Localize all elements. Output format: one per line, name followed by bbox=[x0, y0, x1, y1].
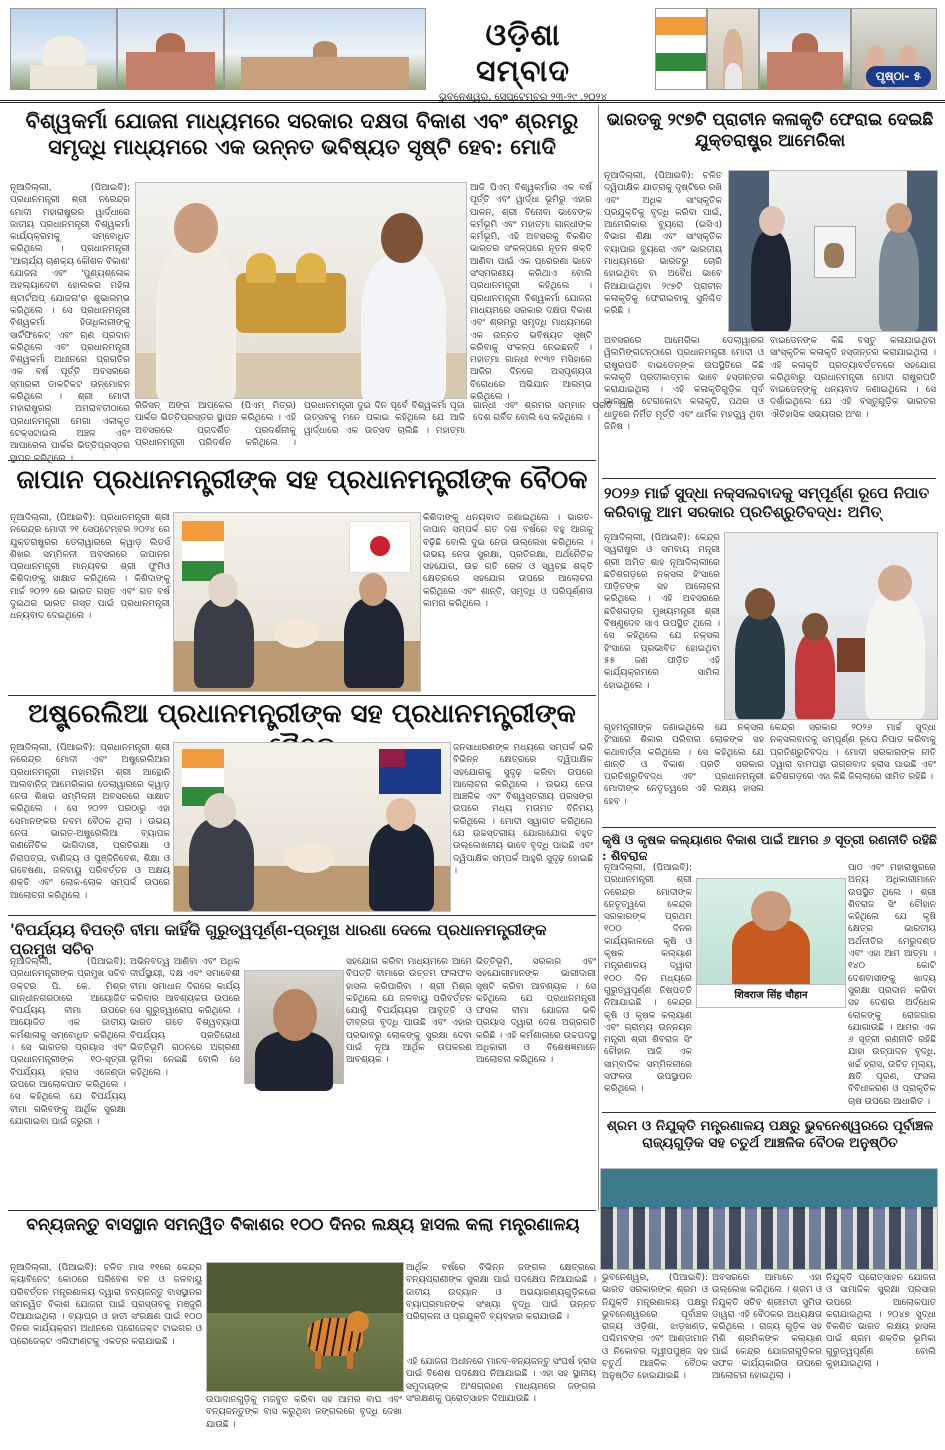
article-japan-col2: କିଶିଦାଙ୍କୁ ଧନ୍ୟବାଦ ଜଣାଇଥିଲେ । ଭାରତ-ଜାପାନ ସମ୍ପର୍କ ଗତ ଦଶ ବର୍ଷରେ ବହୁ ଆଗକୁ ବଢ଼ିଛି ବୋଲି ଦୁଇ ନେତା ଉଲ୍ଲେଖ କରିଥିଲେ । ଉଭୟ ନେତା ସୁରକ୍ଷା, ପ୍ରତିରକ୍ଷା, ଅର୍ଥନୈତିକ ସହଯୋଗ, ଉଚ୍ଚ ଗତି ରେଳ ଓ ସ୍ୱଚ୍ଛ ଶକ୍ତି କ୍ଷେତ୍ରରେ ସହଯୋଗ ଉପରେ ଆଲୋଚନା କରିଥିଲେ ଏବଂ ଶାନ୍ତି, ସମୃଦ୍ଧି ଓ ପରିପୂର୍ଣ୍ଣତା କାମନା କରିଥିଲେ । bbox=[423, 513, 593, 610]
article-naxal-col1: ନୂଆଦିଲ୍ଲୀ, (ପିଆଇବି): କେନ୍ଦ୍ର ସ୍ୱରାଷ୍ଟ୍ର ଓ ସମବାୟ ମନ୍ତ୍ରୀ ଶ୍ରୀ ଅମିତ ଶାହ ନୂଆଦିଲ୍ଲୀରେ ଛତିଶଗଡ଼ରେ ନକ୍ସଲ ହିଂସାରେ ପୀଡ଼ିତଙ୍କ ସହ ଆଲୋଚନା କରିଥିଲେ । ଏହି ଅବସରରେ ଛତିଶଗଡ଼ର ମୁଖ୍ୟମନ୍ତ୍ରୀ ଶ୍ରୀ ବିଷ୍ଣୁଦେବ ସାଏ ଉପସ୍ଥିତ ଥିଲେ । ସେ କହିଥିଲେ ଯେ ନକ୍ସଲ ହିଂସାରେ ପ୍ରଭାବିତ ହୋଇଥିବା ୫୫ ଜଣ ପୀଡ଼ିତ ଏହି କାର୍ଯ୍ୟକ୍ରମରେ ସାମିଲ ହୋଇଥିଲେ । bbox=[604, 533, 720, 691]
article-labour-col2: ଅବସରରେ ଆମାନେ ଏହା ଉଲ୍ଲେଖ କରିଥିଲେ । ଶ୍ରମ ଓ ନିଯୁକ୍ତି ସଚିବ ଶ୍ରୀମତୀ ସୁମିତା ଡାୱରା ଏହି ବୈଠକର ଅଧ୍ୟକ୍ଷତା କରିଥିଲେ । ରାଜ୍ୟ ଗୁଡ଼ିକ ସହ ମିଶି ଶ୍ରମିକଙ୍କ କଲ୍ୟାଣ ପାଇଁ କେନ୍ଦ୍ର ଯୋଜନାଗୁଡ଼ିକର ସଫଳ କାର୍ଯ୍ୟକାରିତା ଉପରେ ଆଲୋଚନା ହୋଇଥିଲା । bbox=[712, 1273, 822, 1382]
headline-agriculture: କୃଷି ଓ କୃଷକ କଲ୍ୟାଣର ବିକାଶ ପାଇଁ ଆମର ୬ ସୂତ୍ରୀ ରଣନୀତି ରହିଛି : ଶିବରାଜ bbox=[602, 832, 937, 863]
newspaper-logo bbox=[438, 18, 608, 103]
article-vishwakarma-col1: ନୂଆଦିଲ୍ଲୀ, (ପିଆଇବି): ପ୍ରଧାନମନ୍ତ୍ରୀ ଶ୍ରୀ ନରେନ୍ଦ୍ର ମୋଦୀ ମହାରାଷ୍ଟ୍ରର ୱାର୍ଦ୍ଧାରେ ଜାତୀୟ ପ୍ରଧାନମନ୍ତ୍ରୀ ବିଶ୍ୱକର୍ମା କାର୍ଯ୍ୟକ୍ରମକୁ ସମ୍ବୋଧିତ କରିଥିଲେ । ପ୍ରଧାନମନ୍ତ୍ରୀ 'ଆଚାର୍ଯ୍ୟ ଚାଣକ୍ୟ କୌଶଳ ବିକାଶ' ଯୋଜନା ଏବଂ 'ପୁଣ୍ୟଶ୍ଳୋକ ଅହଲ୍ୟାଦେବୀ ହୋଲକର ମହିଳା ଷ୍ଟାର୍ଟଅପ୍ ଯୋଜନା'ର ଶୁଭାରମ୍ଭ କରିଥିଲେ । ସେ ପ୍ରଧାନମନ୍ତ୍ରୀ ବିଶ୍ୱକର୍ମା ହିତାଧିକାରୀଙ୍କୁ ସାର୍ଟିଫିକେଟ୍ ଏବଂ ଋଣ ପ୍ରଦାନ କରିଥିଲେ ଏବଂ ପ୍ରଧାନମନ୍ତ୍ରୀ ବିଶ୍ୱକର୍ମା ଅଧୀନରେ ପ୍ରଗତିର ଏକ ବର୍ଷ ପୂର୍ତ୍ତି ଅବସରରେ ସ୍ମାରକୀ ଡାକଟିକଟ ଉନ୍ମୋଚନ କରିଥିଲେ । ଶ୍ରୀ ମୋଦୀ ମହାରାଷ୍ଟ୍ରର ଅମରାବତୀଠାରେ ପ୍ରଧାନମନ୍ତ୍ରୀ ମେଗା ଏକୀକୃତ ଟେକ୍ସଟାଇଲ ଅଞ୍ଚଳ ଏବଂ ଆପାରେଲ ପାର୍କର ଭିତ୍ତିପ୍ରସ୍ତର ସ୍ଥାପନ କରିଥିଲେ । bbox=[10, 183, 130, 464]
masthead-photo-supreme-court-2 bbox=[759, 8, 851, 90]
photo-modi-albanese-meeting bbox=[173, 742, 451, 912]
article-insurance-col4: ଭିତ୍ତିଭୂମି, ସରକାର ଏବଂ ସହଯୋଗୀମାନଙ୍କ ଭାଗୀଦାରୀ ସୃଷ୍ଟି କରିବା ଆବଶ୍ୟକ । ସେ କହିଥିଲେ ଯେ ପ୍ରଧାନମନ୍ତ୍ରୀ ଫସଲ ବୀମା ଯୋଜନା ଭଳି ପ୍ରୟାସ ଦ୍ୱାରା ଦେଶ ଅଗ୍ରଗତି କରିଛି । ଏହି କର୍ମଶାଳାରେ ଉଚ୍ଚପଦସ୍ଥ ଅଧିକାରୀ ଓ ବିଶେଷଜ୍ଞମାନେ ଆଲୋଚନା କରିଥିଲେ । bbox=[476, 957, 596, 1066]
article-naxal-col2: ଗୃହମନ୍ତ୍ରୀଙ୍କ ଜଣାଇଥିଲେ ଯେ ନକ୍ସଲ ହିଂସାରେ ଶିକାର ପରିବାର ଲୋକଙ୍କ ସହ କଥାବାର୍ତ୍ତା କରିଥିଲେ । ସେ କହିଥିଲେ ଯେ ଶାନ୍ତି ଓ ବିକାଶ ପ୍ରତି ସରକାର ପ୍ରତିଶ୍ରୁତିବଦ୍ଧ ଏବଂ ପ୍ରଧାନମନ୍ତ୍ରୀ ମୋଦୀଙ୍କ ନେତୃତ୍ୱରେ ଏହି ଲକ୍ଷ୍ୟ ହାସଲ ହେବ । bbox=[604, 723, 764, 807]
article-japan-col1: ନୂଆଦିଲ୍ଲୀ, (ପିଆଇବି): ପ୍ରଧାନମନ୍ତ୍ରୀ ଶ୍ରୀ ନରେନ୍ଦ୍ର ମୋଦୀ ୨୧ ସେପ୍ଟେମ୍ବର ୨୦୨୪ ରେ ଯୁକ୍ତରାଷ୍ଟ୍ରର ଡେଲାୱାରରେ କ୍ୱାଡ଼ ଲିଡର୍ସ ଶିଖର ସମ୍ମିଳନୀ ଅବସରରେ ଜାପାନର ପ୍ରଧାନମନ୍ତ୍ରୀ ମାନ୍ୟବର ଶ୍ରୀ ଫୁମିଓ କିଶିଦାଙ୍କୁ ସାକ୍ଷାତ କରିଥିଲେ । କିଶିଦାଙ୍କୁ ମାର୍ଚ୍ଚ ୨୦୨୨ ରେ ଭାରତ ଗସ୍ତ ଏବଂ ଗତ ବର୍ଷ ଦୁଇଥର ଭାରତ ଗସ୍ତ ପାଇଁ ପ୍ରଧାନମନ୍ତ୍ରୀ ଧନ୍ୟବାଦ ଦେଇଥିଲେ । bbox=[10, 513, 170, 622]
masthead-photo-prime-minister bbox=[707, 8, 759, 90]
newspaper-title: ଓଡ଼ିଶା ସମ୍ବାଦ bbox=[476, 18, 570, 89]
article-wildlife-col3: ଏହି ଯୋଜନା ଅଧୀନରେ ମାନବ-ବନ୍ୟଜନ୍ତୁ ସଂଘର୍ଷ ହ୍ରାସ ପାଇଁ ବିଶେଷ ପଦକ୍ଷେପ ନିଆଯାଇଛି । ଏହା ସହ ସ୍ଥାନୀୟ ସମୁଦାୟଙ୍କ ଅଂଶଗ୍ରହଣ ମାଧ୍ୟମରେ ଜଙ୍ଗଲ ସଂରକ୍ଷଣକୁ ପ୍ରୋତ୍ସାହନ ଦିଆଯାଉଛି । bbox=[406, 1357, 596, 1404]
article-wildlife-col2: ଆର୍ଥିକ ବର୍ଷରେ ବିଭିନ୍ନ ଜଙ୍ଗଲ କ୍ଷେତ୍ରରେ ବନ୍ୟପ୍ରାଣୀଙ୍କ ସୁରକ୍ଷା ପାଇଁ ପଦକ୍ଷେପ ନିଆଯାଇଛି । ଜାତୀୟ ଉଦ୍ୟାନ ଓ ଅଭୟାରଣ୍ୟଗୁଡ଼ିକରେ ବ୍ୟାଘ୍ରମାନଙ୍କ ସଂଖ୍ୟା ବୃଦ୍ଧି ପାଇଁ ଉନ୍ନତ ପରିଚାଳନା ଓ ପ୍ରଯୁକ୍ତି ବ୍ୟବହାର କରାଯାଉଛି । bbox=[406, 1263, 596, 1323]
article-australia-col1: ନୂଆଦିଲ୍ଲୀ, (ପିଆଇବି): ପ୍ରଧାନମନ୍ତ୍ରୀ ଶ୍ରୀ ନରେନ୍ଦ୍ର ମୋଦୀ ଏବଂ ଅଷ୍ଟ୍ରେଲିଆର ପ୍ରଧାନମନ୍ତ୍ରୀ ମହାମହିମ ଶ୍ରୀ ଆନ୍ଥୋନି ଆଲବାନିଜ୍ ଆମେରିକାର ଡେଲାୱାରରେ କ୍ୱାଡ଼ ନେତା ଶିଖର ସମ୍ମିଳନୀ ଅବସରରେ ସାକ୍ଷାତ କରିଥିଲେ । ସେ ୨୦୨୨ ପରଠାରୁ ଏହା ସେମାନଙ୍କର ନବମ ବୈଠକ ଥିଲା । ଉଭୟ ନେତା ଭାରତ-ଅଷ୍ଟ୍ରେଲିଆ ବ୍ୟାପକ ରଣନୈତିକ ଭାଗିଦାରୀ, ପ୍ରତିରକ୍ଷା ଓ ନିରାପତ୍ତା, ବାଣିଜ୍ୟ ଓ ପୁଞ୍ଜିନିବେଶ, ଶିକ୍ଷା ଓ ଗବେଷଣା, ଜଳବାୟୁ ପରିବର୍ତ୍ତନ ଓ ଅକ୍ଷୟ ଶକ୍ତି ଏବଂ ଲୋକ-ଲୋକ ସମ୍ପର୍କ ଉପରେ ଆଲୋଚନା କରିଥିଲେ । bbox=[10, 743, 170, 901]
article-wildlife-caption: ଉପାଦାନଗୁଡ଼ିକୁ ମଜବୁତ କରିବା ସହ ଆମର ବାଘ ଏବଂ ବନ୍ୟଜନ୍ତୁଙ୍କ ବାସ କରୁଥିବା ଜଙ୍ଗଲରେ ବୃଦ୍ଧି ଦେଖା ଯାଉଛି । bbox=[206, 1395, 402, 1430]
article-antiquities-col3: ବାଇଡେନଙ୍କ କିଛି ବସ୍ତୁ କଳାଯାଇଥିବା ସାଂସ୍କୃତିକ କଳାକୃତି ହସ୍ତାନ୍ତର କରାଯାଇଥିଲା । ଏହି କଳାକୃତି ପ୍ରତ୍ୟାବର୍ତ୍ତନରେ ସହଯୋଗ କରିଥିବାରୁ ପ୍ରଧାନମନ୍ତ୍ରୀ ମୋଦୀ ରାଷ୍ଟ୍ରପତି ବାଇଡେନ୍‌ଙ୍କୁ ଧନ୍ୟବାଦ ଜଣାଇଥିଲେ । ସେ ଦର୍ଶାଇଥିଲେ ଯେ ଏହି ବସ୍ତୁଗୁଡ଼ିକ ଭାରତର ଐତିହାସିକ ସଭ୍ୟତାର ଅଂଶ । bbox=[770, 336, 936, 420]
photo-modi-biden-artifacts bbox=[728, 170, 938, 332]
masthead bbox=[0, 0, 945, 103]
article-labour-col3: ନିଯୁକ୍ତି ପ୍ରୋତ୍ସାହନ ଯୋଜନା ଓ ସାମାଜିକ ସୁରକ୍ଷା ପ୍ରସାର ଉପରେ ଆଲୋକପାତ କରାଯାଇଥିଲା । ୨୦୪୭ ସୁଦ୍ଧା ବିକଶିତ ଭାରତ ଲକ୍ଷ୍ୟ ହାସଲ ପାଇଁ ଶ୍ରମ ଶକ୍ତିର ଭୂମିକା ଗୁରୁତ୍ୱପୂର୍ଣ୍ଣ ବୋଲି କୁହାଯାଇଥିଲା । bbox=[826, 1273, 936, 1370]
article-wildlife-col1: ନୂଆଦିଲ୍ଲୀ, (ପିଆଇବି): ଚଳିତ ମାସ ୧୧ରେ କେନ୍ଦ୍ର କ୍ୟାବିନେଟ୍ କୋଠରେ ପରିବେଶ ବନ ଓ ଜଳବାୟୁ ପରିବର୍ତ୍ତନ ମନ୍ତ୍ରଣାଳୟ ଦ୍ୱାରା ବନ୍ୟଜନ୍ତୁ ବାସସ୍ଥାନର ସମନ୍ୱିତ ବିକାଶ ଯୋଜନା ପାଇଁ ପ୍ରସ୍ତାବକୁ ମଞ୍ଜୁରି ଦିଆଯାଇଥିଲା । ବ୍ୟାଘ୍ର ଓ ହାତୀ ସଂରକ୍ଷଣ ପାଇଁ ୧୦୦ ଦିନର କାର୍ଯ୍ୟକ୍ରମ ଅଧୀନରେ ପ୍ରୋଜେକ୍ଟ ଟାଇଗର ଓ ପ୍ରୋଜେକ୍ଟ ଏଲିଫାଣ୍ଟକୁ ଏକତ୍ର କରାଯାଇଛି । bbox=[10, 1263, 202, 1347]
masthead-photo-indian-flag bbox=[655, 8, 707, 90]
masthead-photo-taj-mahal bbox=[10, 8, 117, 90]
article-naxal-col3: କେନ୍ଦ୍ର ସରକାର ୨୦୨୬ ମାର୍ଚ୍ଚ ସୁଦ୍ଧା ନକ୍ସଲବାଦକୁ ସମ୍ପୂର୍ଣ୍ଣ ରୂପେ ନିପାତ କରିବାକୁ ପ୍ରତିଶ୍ରୁତିବଦ୍ଧ । ମୋଦୀ ସରକାରଙ୍କ ନୀତି ଦ୍ୱାରା ବାମପନ୍ଥୀ ଉଗ୍ରବାଦ ହ୍ରାସ ପାଇଛି ଏବଂ ଛତିଶଗଡ଼ରେ ଏହା କିଛି ଜିଲ୍ଲାରେ ସୀମିତ ରହିଛି । bbox=[770, 723, 936, 783]
column-rule bbox=[598, 105, 599, 1210]
rule bbox=[602, 478, 936, 479]
article-antiquities-col1: ନୂଆଦିଲ୍ଲୀ, (ପିଆଇବି): ଚଳିତ ଦ୍ୱିପାକ୍ଷିକ ଯାତ୍ରାକୁ ଦୃଷ୍ଟିରେ ରଖି ଏବଂ ଅଧିକ ସାଂସ୍କୃତିକ ପ୍ରଯୁକ୍ତିକୁ ବୃଦ୍ଧି କରିବା ପାଇଁ, ଆମେରିକାର ବ୍ୟୁରୋ (ଇସିଏ) ବିଭାଗ ଶିକ୍ଷା ଏବଂ ସାଂସ୍କୃତିକ ବ୍ୟାପାର ବ୍ୟୁରୋ ଏବଂ ଭାରତୀୟ ମାଧ୍ୟମରେ ଭାରତରୁ ଚୋରି ହୋଇଥିବା ବା ଅବୈଧ ଭାବେ ନିଆଯାଇଥିବା ୨୯୭ଟି ପ୍ରାଚୀନ କଳାକୃତିକୁ ଫେରାଇବାକୁ ସୁନିଶ୍ଚିତ କରିଛି । bbox=[604, 171, 722, 317]
photo-tiger-in-forest bbox=[206, 1262, 404, 1392]
masthead-photo-parliament bbox=[224, 8, 426, 90]
rule bbox=[8, 1210, 596, 1211]
rule bbox=[8, 695, 596, 696]
rule bbox=[8, 915, 596, 916]
article-agriculture-col1: ନୂଆଦିଲ୍ଲୀ, (ପିଆଇବି): ପ୍ରଧାନମନ୍ତ୍ରୀ ଶ୍ରୀ ନରେନ୍ଦ୍ର ମୋଦୀଙ୍କ ନେତୃତ୍ୱରେ କେନ୍ଦ୍ର ସରକାରଙ୍କ ପ୍ରଥମ ୧୦୦ ଦିନର କାର୍ଯ୍ୟକାଳରେ କୃଷି ଓ କୃଷକ କଲ୍ୟାଣ ମନ୍ତ୍ରଣାଳୟ ଦ୍ୱାରା ୧୦୦ ଦିନ ମଧ୍ୟରେ ଗୁରୁତ୍ୱପୂର୍ଣ୍ଣ ନିଷ୍ପତ୍ତି ନିଆଯାଇଛି । କେନ୍ଦ୍ର କୃଷି ଓ କୃଷକ କଲ୍ୟାଣ ଏବଂ ଗ୍ରାମ୍ୟ ଉନ୍ନୟନ ମନ୍ତ୍ରୀ ଶ୍ରୀ ଶିବରାଜ ସିଂ ଚୌହାନ ଆଜି ଏକ ସାମ୍ବାଦିକ ସମ୍ମିଳନୀରେ ସଫଳତା ଉପସ୍ଥାପନ କରିଥିଲେ । bbox=[604, 863, 692, 1095]
headline-insurance: 'ବିପର୍ଯ୍ୟୟ ବିପତ୍ତି ବୀମା କାହିଁକି ଗୁରୁତ୍ୱପୂର୍ଣ୍ଣ-ପ୍ରମୁଖ ଧାରଣା ଦେଲେ ପ୍ରଧାନମନ୍ତ୍ରୀଙ୍କ ପ୍ରମୁଖ ସଚିବ bbox=[10, 920, 547, 959]
article-agriculture-col2: ପାଠ ଏବଂ ମହାରାଷ୍ଟ୍ରରେ ଅନ୍ୟ ଅଧିକାରୀମାନେ ଉପସ୍ଥିତ ଥିଲେ । ଶ୍ରୀ ଶିବରାଜ ସିଂ ଚୌହାନ କହିଥିଲେ ଯେ କୃଷି କ୍ଷେତ୍ର ଭାରତୀୟ ଅର୍ଥନୀତିର ମେରୁଦଣ୍ଡ ଏବଂ ଏହା ଆମ ଆତ୍ମା । ୧୪୦ କୋଟି ଦେଶବାସୀଙ୍କୁ ଖାଦ୍ୟ ସୁରକ୍ଷା ପ୍ରଦାନ କରିବା ସହ ଦେଶର ଅର୍ଦ୍ଧେକ ଲୋକଙ୍କୁ ରୋଜଗାର ଯୋଗାଉଛି । ଆମର ଏକ ୬ ସୂତ୍ରୀ ରଣନୀତି ରହିଛି ଯାହା ଉତ୍ପାଦନ ବୃଦ୍ଧି, ଖର୍ଚ୍ଚ ହ୍ରାସ, ଉଚିତ ମୂଲ୍ୟ, କ୍ଷତି ପୂରଣ, ଫସଲ ବିବିଧୀକରଣ ଓ ପ୍ରାକୃତିକ ଚାଷ ଉପରେ ଆଧାରିତ । bbox=[848, 863, 936, 1107]
photo-amit-shah-with-victims bbox=[724, 532, 938, 720]
dateline: ଭୁବନେଶ୍ୱର, ସେପ୍ଟେମ୍ବର ୨୩-୨୯ ,୨୦୨୪ bbox=[439, 92, 607, 103]
headline-australia: ଅଷ୍ଟ୍ରେଲିଆ ପ୍ରଧାନମନ୍ତ୍ରୀଙ୍କ ସହ ପ୍ରଧାନମନ୍ତ୍ରୀଙ୍କ bbox=[28, 699, 576, 729]
article-insurance-col2: ଅଭିନବତ୍ୱ ଆଣିବା ଏବଂ ଅଧିକ ଦୀର୍ଘସ୍ଥାୟୀ, ଦକ୍ଷ ଏବଂ ସମାବେଶୀ ବୀମା ସମାଧାନ ଦିଗରେ କାର୍ଯ୍ୟ କରିବାର ଆବଶ୍ୟକତା ଉପରେ ସେ ଗୁରୁତ୍ୱାରୋପ କରିଥିଲେ । ଭାରତ ଗତେ ବିଶ୍ୱବ୍ୟାପୀ ବିପର୍ଯ୍ୟୟ ପ୍ରତିରୋଧୀ ଭିତ୍ତିଭୂମି ଗଠନରେ ଅଗ୍ରଣୀ ଭୂମିକା ନେଇଛି ବୋଲି ସେ କହିଥିଲେ । bbox=[130, 957, 240, 1078]
rule bbox=[602, 827, 936, 828]
headline-japan: ଜାପାନ ପ୍ରଧାନମନ୍ତ୍ରୀଙ୍କ ସହ ପ୍ରଧାନମନ୍ତ୍ରୀଙ୍କ ବୈଠକ bbox=[16, 465, 588, 495]
headline-vishwakarma: ବିଶ୍ୱକର୍ମା ଯୋଜନା ମାଧ୍ୟମରେ ସରକାର ଦକ୍ଷତା ବିକାଶ ଏବଂ ଶ୍ରମରୁ ସମୃଦ୍ଧି ମାଧ୍ୟମରେ ଏକ ଉନ୍ନତ ଭବିଷ୍ୟତ ସୃଷ୍ଟି ହେବ: ମୋଦି bbox=[25, 108, 579, 160]
name-plate: शिवराज सिंह चौहान bbox=[697, 984, 845, 1007]
photo-shivraj-press-conference bbox=[696, 878, 846, 1008]
article-vishwakarma-col2: ଆଜି ପିଏମ୍ ବିଶ୍ୱକର୍ମାର ଏକ ବର୍ଷ ପୂର୍ତ୍ତି ଏବଂ ୱାର୍ଦ୍ଧା ଭୂମିରୁ ଏହାର ପାଳନ, ଶ୍ରୀ ବିନୋବା ଭାବେଙ୍କ କର୍ମଭୂମି ଏବଂ ମହାତ୍ମା ଗାନ୍ଧୀଙ୍କ କର୍ମଭୂମି, ଏହି ଅବସରକୁ ବିକଶିତ ଭାରତର ସଂକଳ୍ପରେ ନୂତନ ଶକ୍ତି ଆଣିବା ପାଇଁ ଏକ ପ୍ରେରଣା ଭାବେ ସଂସ୍ମରଣୀୟ କରିଥାଏ ବୋଲି ପ୍ରଧାନମନ୍ତ୍ରୀ କହିଥିଲେ । ପ୍ରଧାନମନ୍ତ୍ରୀ ବିଶ୍ୱକର୍ମା ଯୋଜନା ମାଧ୍ୟମରେ ସରକାର ଦକ୍ଷତା ବିକାଶ ଏବଂ ଶ୍ରମରୁ ସମୃଦ୍ଧି ମାଧ୍ୟମରେ ଏକ ଉନ୍ନତ ଭବିଷ୍ୟତ ସୃଷ୍ଟି କରିବାକୁ ସଂକଳ୍ପ ନେଇଛନ୍ତି । ମହାତ୍ମା ଗାନ୍ଧୀ ୧୯୩୨ ମସିହାରେ ଆଜିର ଦିନରେ ଅସ୍ପୃଶ୍ୟତା ବିରୋଧରେ ଅଭିଯାନ ଆରମ୍ଭ କରିଥିଲେ । bbox=[470, 183, 592, 403]
rule bbox=[8, 460, 596, 461]
rule bbox=[602, 1112, 936, 1113]
photo-regional-meeting-group bbox=[600, 1168, 938, 1270]
article-insurance-col3: ସହଯୋଗ କରିବା ମାଧ୍ୟମରେ ଆମେ ବିପତ୍ତି ବୀମାରେ ଉତ୍ତମ ଫଳାଫଳ ହାସଲ କରିପାରିବା । ଶ୍ରୀ ମିଶ୍ର କହିଥିଲେ ଯେ ଜଳବାୟୁ ପରିବର୍ତ୍ତନ ଯୋଗୁଁ ବିପର୍ଯ୍ୟୟର ଆବୃତ୍ତି ଓ ତୀବ୍ରତା ବୃଦ୍ଧି ପାଉଛି ଏବଂ ଏହାର ପ୍ରଭାବରୁ ଲୋକଙ୍କୁ ସୁରକ୍ଷା ଦେବା ପାଇଁ ନୂଆ ଆର୍ଥିକ ଉପକରଣ ଆବଶ୍ୟକ । bbox=[346, 957, 472, 1066]
headline-wildlife: ବନ୍ୟଜନ୍ତୁ ବାସସ୍ଥାନ ସମନ୍ୱିତ ବିକାଶର ୧୦୦ ଦିନର ଲକ୍ଷ୍ୟ ହାସଲ କଲା ମନ୍ତ୍ରଣାଳୟ bbox=[26, 1215, 580, 1235]
photo-pm-with-artisan bbox=[135, 182, 467, 399]
headline-labour: ଶ୍ରମ ଓ ନିଯୁକ୍ତି ମନ୍ତ୍ରଣାଳୟ ପକ୍ଷରୁ ଭୁବନେଶ୍ୱରରେ ପୂର୍ବାଞ୍ଚଳ ରାଜ୍ୟଗୁଡ଼ିକ ସହ ଚତୁର୍ଥ ଆଞ୍ଚଳିକ ବୈଠକ ଅନୁଷ୍ଠିତ bbox=[606, 1118, 934, 1151]
article-labour-col1: ଭୁବନେଶ୍ୱର, (ପିଆଇବି): ଭାରତ ସରକାରଙ୍କ ଶ୍ରମ ଓ ନିଯୁକ୍ତି ମନ୍ତ୍ରଣାଳୟ ପକ୍ଷରୁ ଭୁବନେଶ୍ୱରରେ ପୂର୍ବାଞ୍ଚଳ ରାଜ୍ୟ ଓଡ଼ିଶା, ଝାଡ଼ଖଣ୍ଡ, ପଶ୍ଚିମବଙ୍ଗ ଏବଂ ଆଣ୍ଡାମାନ ଓ ନିକୋବର ଦ୍ୱୀପପୁଞ୍ଜ ସହ ଚତୁର୍ଥ ଆଞ୍ଚଳିକ ବୈଠକ ଅନୁଷ୍ଠିତ ହୋଇଯାଇଛି । bbox=[602, 1273, 708, 1382]
article-vishwakarma-caption: ରିଜିସନ୍ ଅଙ୍ଗ ଆପ୍‌କେଲ (ପିଏମ୍ ମିତ୍ର) ପାର୍କର ଭିତ୍ତିପ୍ରସ୍ତର ସ୍ଥାପନ କରିଥିଲେ । ଏହି ଅବସରରେ ପ୍ରଦର୍ଶିତ ପ୍ରଦର୍ଶନୀକୁ ପ୍ରଧାନମନ୍ତ୍ରୀ ପରିଦର୍ଶନ କରିଥିଲେ । ପ୍ରଧାନମନ୍ତ୍ରୀ ଦୁଇ ଦିନ ପୂର୍ବେ ବିଶ୍ୱକର୍ମା ପୂଜା ଉତ୍ସବକୁ ମନେ ପକାଇ କହିଥିଲେ ଯେ ଆଜି ୱାର୍ଦ୍ଧାରେ ଏକ ଉତ୍ସବ ଚାଲିଛି । ମହାତ୍ମା ଗାନ୍ଧୀ ଏବଂ ଶ୍ରମର ସମ୍ମାନ ପ୍ରତି ଆଜି ଦେଶ ଗର୍ବିତ ବୋଲି ସେ କହିଥିଲେ । bbox=[135, 401, 634, 448]
headline-naxal: ୨୦୨୬ ମାର୍ଚ୍ଚ ସୁଦ୍ଧା ନକ୍ସଲବାଦକୁ ସମ୍ପୂର୍ଣ୍ଣ ରୂପେ ନିପାତ କରିବାକୁ ଆମ ସରକାର ପ୍ରତିଶ୍ରୁତିବଦ୍ଧ: ଅମିତ୍ bbox=[604, 484, 930, 521]
headline-antiquities: ଭାରତକୁ ୨୯୭ଟି ପ୍ରାଚୀନ କଳାକୃତି ଫେରାଇ ଦେଇଛି ଯୁକ୍ତରାଷ୍ଟ୍ର ଆମେରିକା bbox=[606, 110, 934, 152]
article-insurance-col1: ନୂଆଦିଲ୍ଲୀ, (ପିଆଇବି): ପ୍ରଧାନମନ୍ତ୍ରୀଙ୍କ ପ୍ରମୁଖ ସଚିବ ଡକ୍ଟର ପି. କେ. ମିଶ୍ର ଗାନ୍ଧୀନଗରଠାରେ ଆୟୋଜିତ ବିପର୍ଯ୍ୟୟ ବୀମା ଉପରେ ଆୟୋଜିତ ଏକ ଜାତୀୟ କର୍ମଶାଳାକୁ ସମ୍ବୋଧିତ କରିଥିଲେ । ସେ ଭାରତର ପ୍ରୟାସ ଏବଂ ପ୍ରଧାନମନ୍ତ୍ରୀଙ୍କ ୧୦-ସୂତ୍ରୀ ବିପର୍ଯ୍ୟୟ ହ୍ରାସ ଏଜେଣ୍ଡା ଉପରେ ଆଲୋକପାତ କରିଥିଲେ । ସେ କହିଥିଲେ ଯେ ବିପର୍ଯ୍ୟୟ ବୀମା ଗରିବଙ୍କୁ ଆର୍ଥିକ ସୁରକ୍ଷା ଯୋଗାଇବା ପାଇଁ ଜରୁରୀ । bbox=[10, 957, 126, 1127]
photo-pk-mishra bbox=[244, 970, 344, 1084]
article-australia-col2: ଜନସାଧାରଣଙ୍କ ମଧ୍ୟରେ ସମ୍ପର୍କ ଭଳି ବିଭିନ୍ନ କ୍ଷେତ୍ରରେ ଦ୍ୱିପାକ୍ଷିକ ସହଯୋଗକୁ ସୁଦୃଢ଼ କରିବା ଉପରେ ଆଲୋଚନା କରିଥିଲେ । ଉଭୟ ନେତା ଆଞ୍ଚଳିକ ଏବଂ ବିଶ୍ୱସ୍ତରୀୟ ପ୍ରସଙ୍ଗ ଉପରେ ମଧ୍ୟ ମତାମତ ବିନିମୟ କରିଥିଲେ । ମୋଦୀ ସ୍ୱାଗତ କରିଥିଲେ ଯେ ଉଚ୍ଚସ୍ତରୀୟ ଯୋଗାଯୋଗ ବହୁତ ଉଲ୍ଲେଖନୀୟ ଭାବେ ବୃଦ୍ଧି ପାଇଛି ଏବଂ ଦ୍ୱିପାକ୍ଷିକ ସମ୍ପର୍କ ଆହୁରି ସୁଦୃଢ଼ ହୋଇଛି । bbox=[453, 743, 593, 876]
masthead-photo-supreme-court bbox=[117, 8, 224, 90]
photo-modi-kishida-meeting bbox=[173, 512, 421, 692]
page-number-badge: ପୃଷ୍ଠା- ୫ bbox=[866, 66, 931, 87]
article-antiquities-col2: ଅବସରରେ ଆମେରିକା ଡେଲାୱାରର ୱିଲମିଙ୍ଗଟନ୍‌ଠାରେ ପ୍ରଧାନମନ୍ତ୍ରୀ ମୋଦୀ ଓ ରାଷ୍ଟ୍ରପତି ବାଇଡେନ୍‌ଙ୍କ ଉପସ୍ଥିତିରେ କିଛି କଳାକୃତି ପ୍ରତୀକାତ୍ମକ ଭାବେ ହସ୍ତାନ୍ତର କରାଯାଇଥିଲା । ଏହି କଳାକୃତିଗୁଡ଼ିକ ପୂର୍ବ ଭାରତର ଟେରାକୋଟା କଳାକୃତି, ପଥର ଓ ଧାତୁରେ ନିର୍ମିତ ମୂର୍ତ୍ତି ଏବଂ ଧାର୍ମିକ ମହତ୍ତ୍ୱ ଥିବା ଜିନିଷ । bbox=[604, 336, 764, 433]
